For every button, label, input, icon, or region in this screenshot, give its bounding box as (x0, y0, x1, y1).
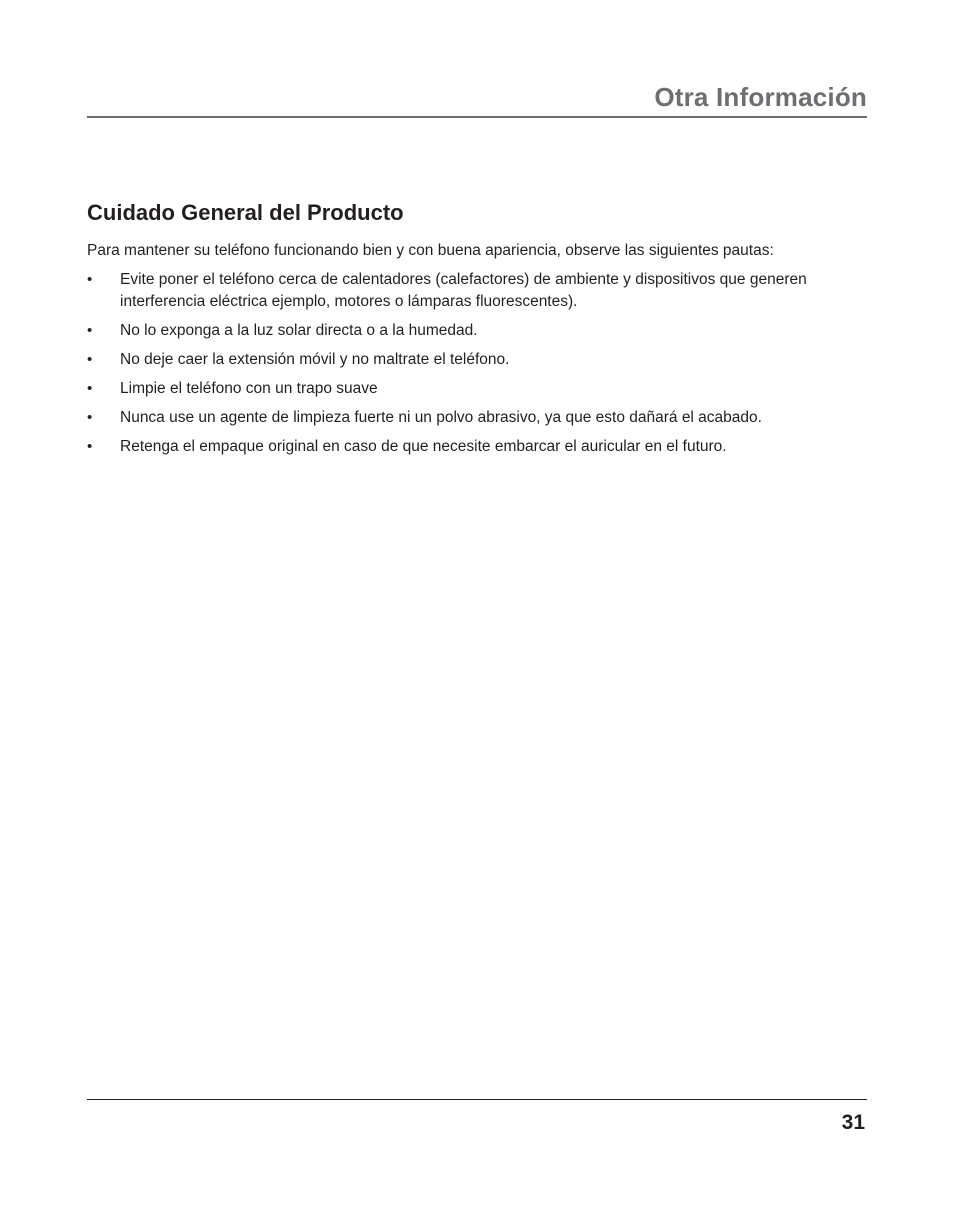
page-header-title: Otra Información (654, 82, 867, 112)
list-item (87, 269, 867, 313)
bullet-icon: • (87, 409, 93, 426)
bullet-icon: • (87, 271, 93, 288)
care-guidelines-list (87, 269, 867, 465)
list-item (87, 320, 867, 342)
list-item (87, 436, 867, 458)
section-heading: Cuidado General del Producto (87, 200, 404, 225)
bullet-icon: • (87, 322, 93, 339)
bullet-icon: • (87, 351, 93, 368)
header-divider (87, 116, 867, 118)
intro-paragraph: Para mantener su teléfono funcionando bien y con buena apariencia, observe las siguientes pautas: (87, 242, 774, 259)
list-item (87, 407, 867, 429)
list-item (87, 378, 867, 400)
list-item (87, 349, 867, 371)
list-item-text: No deje caer la extensión móvil y no maltrate el teléfono. (120, 351, 510, 368)
list-item-text: Evite poner el teléfono cerca de calentadores (calefactores) de ambiente y dispositivos que generen interferencia eléctrica ejemplo, motores o lámparas fluorescentes). (120, 271, 807, 310)
list-item-text: Nunca use un agente de limpieza fuerte ni un polvo abrasivo, ya que esto dañará el acabado. (120, 409, 762, 426)
list-item-text: No lo exponga a la luz solar directa o a la humedad. (120, 322, 478, 339)
bullet-icon: • (87, 380, 93, 397)
bullet-icon: • (87, 438, 93, 455)
footer-divider (87, 1099, 867, 1100)
list-item-text: Retenga el empaque original en caso de que necesite embarcar el auricular en el futuro. (120, 438, 727, 455)
list-item-text: Limpie el teléfono con un trapo suave (120, 380, 378, 397)
page-number: 31 (841, 1111, 865, 1134)
